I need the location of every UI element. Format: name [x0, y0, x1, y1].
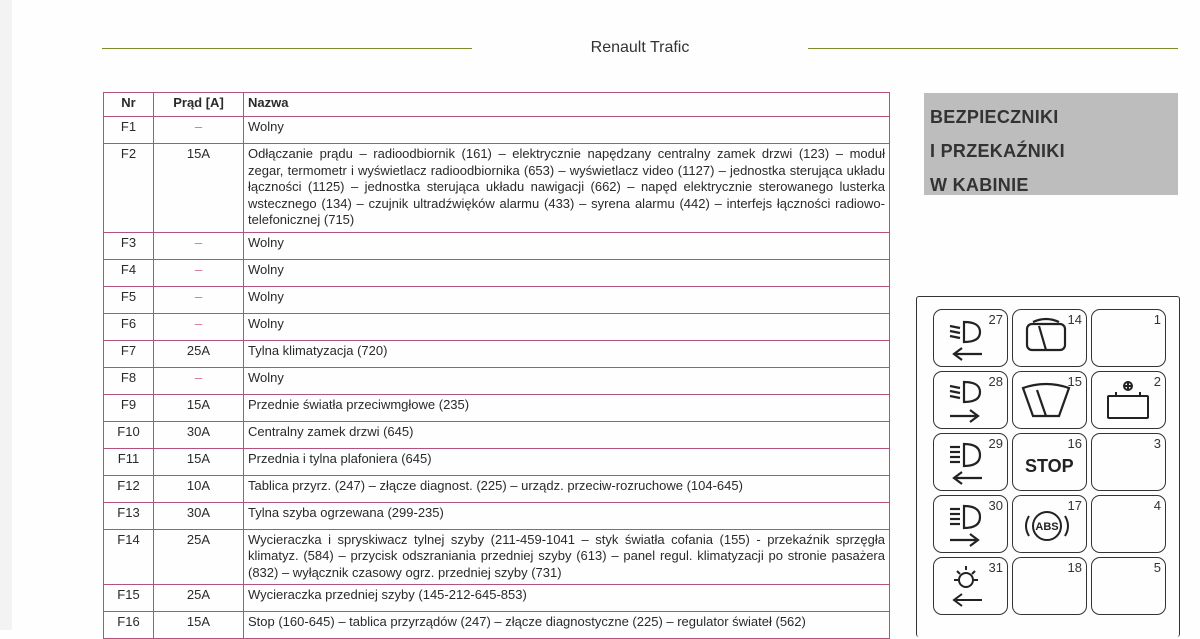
fuse-number: F7	[104, 340, 154, 367]
fuse-description: Wolny	[244, 232, 890, 259]
relay-number: 29	[988, 436, 1003, 451]
fuse-number: F2	[104, 144, 154, 233]
fuse-description: Wolny	[244, 117, 890, 144]
header-rule-left	[102, 48, 472, 49]
fuse-number: F4	[104, 259, 154, 286]
fuse-number: F9	[104, 394, 154, 421]
table-row	[104, 232, 890, 259]
table-row	[104, 448, 890, 475]
page-left-edge	[0, 0, 12, 630]
relay-number: 31	[988, 560, 1003, 575]
table-row	[104, 340, 890, 367]
fuse-current: –	[154, 286, 244, 313]
table-row	[104, 394, 890, 421]
relay-17	[1012, 495, 1087, 553]
abs-icon	[1013, 496, 1086, 552]
fuse-number: F1	[104, 117, 154, 144]
table-row	[104, 117, 890, 144]
table-row	[104, 529, 890, 585]
relay-5	[1091, 557, 1166, 615]
relay-3	[1091, 433, 1166, 491]
fuse-number: F14	[104, 529, 154, 585]
table-row	[104, 259, 890, 286]
relay-27	[933, 309, 1008, 367]
relay-31	[933, 557, 1008, 615]
headlight-high-beam-right-icon	[934, 496, 1007, 552]
fuse-current: 15A	[154, 612, 244, 639]
rear-wiper-icon	[1013, 310, 1086, 366]
relay-18	[1012, 557, 1087, 615]
fuse-current: 15A	[154, 394, 244, 421]
fuse-current: –	[154, 367, 244, 394]
fuse-description: Tylna szyba ogrzewana (299-235)	[244, 502, 890, 529]
fuse-current: –	[154, 117, 244, 144]
relay-number: 15	[1067, 374, 1082, 389]
fuse-box-diagram	[916, 296, 1180, 637]
fuse-description: Wycieraczka przedniej szyby (145-212-645-853)	[244, 585, 890, 612]
relay-number: 5	[1153, 560, 1161, 575]
fuse-description: Wolny	[244, 286, 890, 313]
fuse-description: Centralny zamek drzwi (645)	[244, 421, 890, 448]
fuse-description: Stop (160-645) – tablica przyrządów (247) – złącze diagnostyczne (225) – regulator świateł (562)	[244, 612, 890, 639]
headlight-high-beam-left-icon	[934, 434, 1007, 490]
fuse-number: F11	[104, 448, 154, 475]
relay-number: 30	[988, 498, 1003, 513]
relay-number: 18	[1067, 560, 1082, 575]
table-row	[104, 286, 890, 313]
windscreen-wiper-icon	[1013, 372, 1086, 428]
table-row	[104, 367, 890, 394]
table-row	[104, 475, 890, 502]
relay-29	[933, 433, 1008, 491]
header-name: Nazwa	[244, 93, 890, 117]
relay-14	[1012, 309, 1087, 367]
table-row	[104, 585, 890, 612]
fuse-description: Tylna klimatyzacja (720)	[244, 340, 890, 367]
fuse-number: F10	[104, 421, 154, 448]
relay-number: 28	[988, 374, 1003, 389]
section-title-line3: W KABINIE	[930, 175, 1029, 195]
relay-16	[1012, 433, 1087, 491]
relay-4	[1091, 495, 1166, 553]
fuse-current: 30A	[154, 421, 244, 448]
fuse-number: F8	[104, 367, 154, 394]
fuse-current: –	[154, 313, 244, 340]
fuse-description: Przednia i tylna plafoniera (645)	[244, 448, 890, 475]
relay-number: 14	[1067, 312, 1082, 327]
fuse-current: 25A	[154, 340, 244, 367]
relay-number: 16	[1067, 436, 1082, 451]
table-row	[104, 612, 890, 639]
header-current: Prąd [A]	[154, 93, 244, 117]
fuse-current: 30A	[154, 502, 244, 529]
table-row	[104, 144, 890, 233]
stop-icon: STOP	[1025, 456, 1074, 476]
svg-text:ABS: ABS	[1035, 521, 1059, 533]
relay-28	[933, 371, 1008, 429]
fuse-description: Tablica przyrz. (247) – złącze diagnost. (225) – urządz. przeciw-rozruchowe (104-645)	[244, 475, 890, 502]
fuse-description: Odłączanie prądu – radioodbiornik (161) – elektrycznie napędzany centralny zamek drzwi (123) – moduł zegar, termometr i wyświetlacz radioodbiornika (653) – wyświetlacz video (1127) – jednostka sterująca układu łączności (1125) – jednostka sterująca układu nawigacji (662) – napęd elektrycznie sterowanego lusterka wstecznego (134) – czujnik ultradźwięków alarmu (433) – syrena alarmu (442) – interfejs łączności radiowo-telefonicznej (715)	[244, 144, 890, 233]
fuse-current: –	[154, 232, 244, 259]
fuse-number: F16	[104, 612, 154, 639]
relay-30	[933, 495, 1008, 553]
fuse-number: F5	[104, 286, 154, 313]
section-title-line2: I PRZEKAŹNIKI	[930, 141, 1065, 161]
fuse-number: F3	[104, 232, 154, 259]
fuse-current: 25A	[154, 585, 244, 612]
fuse-description: Wolny	[244, 313, 890, 340]
light-bulb-left-icon	[934, 558, 1007, 614]
relay-number: 3	[1153, 436, 1161, 451]
relay-number: 1	[1153, 312, 1161, 327]
fuse-number: F13	[104, 502, 154, 529]
relay-15	[1012, 371, 1087, 429]
fuse-current: 25A	[154, 529, 244, 585]
headlight-low-beam-right-icon	[934, 372, 1007, 428]
fuse-table	[103, 92, 890, 639]
fuse-current: 15A	[154, 144, 244, 233]
relay-number: 27	[988, 312, 1003, 327]
fuse-number: F12	[104, 475, 154, 502]
table-header-row	[104, 93, 890, 117]
fuse-number: F6	[104, 313, 154, 340]
relay-number: 2	[1153, 374, 1161, 389]
battery-icon	[1092, 372, 1165, 428]
table-row	[104, 502, 890, 529]
fuse-current: –	[154, 259, 244, 286]
fuse-current: 10A	[154, 475, 244, 502]
relay-number: 17	[1067, 498, 1082, 513]
fuse-number: F15	[104, 585, 154, 612]
headlight-low-beam-left-icon	[934, 310, 1007, 366]
fuse-description: Przednie światła przeciwmgłowe (235)	[244, 394, 890, 421]
header-rule-right	[808, 48, 1178, 49]
table-row	[104, 421, 890, 448]
fuse-description: Wycieraczka i spryskiwacz tylnej szyby (211-459-1041 – styk światła cofania (155) - przekaźnik sprzęgła klimatyz. (584) – przycisk odszraniania przedniej szyby (613) – panel regul. klimatyzacji po stronie pasażera (832) – wyłącznik czasowy ogrz. przedniej szyby (731)	[244, 529, 890, 585]
table-row	[104, 313, 890, 340]
relay-2	[1091, 371, 1166, 429]
section-title-line1: BEZPIECZNIKI	[930, 107, 1059, 127]
section-title	[930, 100, 1065, 202]
header-nr: Nr	[104, 93, 154, 117]
relay-number: 4	[1153, 498, 1161, 513]
relay-1	[1091, 309, 1166, 367]
fuse-current: 15A	[154, 448, 244, 475]
running-header: Renault Trafic	[590, 39, 690, 56]
fuse-description: Wolny	[244, 367, 890, 394]
fuse-description: Wolny	[244, 259, 890, 286]
